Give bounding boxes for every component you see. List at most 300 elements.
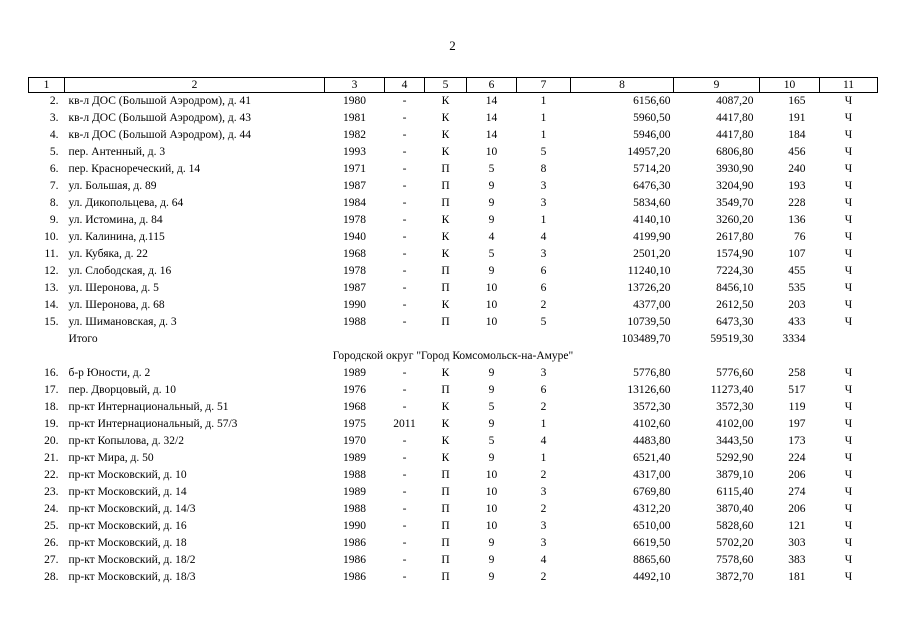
- col11-cell: Ч: [844, 129, 853, 141]
- residents-cell: 228: [788, 197, 806, 209]
- residents-cell: 274: [788, 486, 806, 498]
- residents-cell: 173: [788, 435, 806, 447]
- address-cell: ул. Шеронова, д. 5: [68, 282, 159, 294]
- wall-material-cell: П: [441, 282, 450, 294]
- entrances-cell: 4: [540, 554, 547, 566]
- address-cell: ул. Шимановская, д. 3: [68, 316, 177, 328]
- year-cell: 1976: [343, 384, 366, 396]
- floors-cell: 9: [488, 384, 495, 396]
- column-number: 6: [467, 78, 517, 93]
- residents-cell: 206: [788, 469, 806, 481]
- table-row: [29, 518, 878, 535]
- wall-material-cell: П: [441, 520, 450, 532]
- total-area-sum: 103489,70: [621, 333, 671, 345]
- wall-material-cell: П: [441, 384, 450, 396]
- total-area-cell: 4492,10: [633, 571, 671, 583]
- wall-material-cell: К: [441, 435, 450, 447]
- living-area-cell: 5292,90: [716, 452, 754, 464]
- wall-material-cell: К: [441, 401, 450, 413]
- total-area-cell: 4317,00: [633, 469, 671, 481]
- col11-cell: Ч: [844, 418, 853, 430]
- entrances-cell: 2: [540, 503, 547, 515]
- row-number: 13.: [44, 282, 59, 294]
- entrances-cell: 5: [540, 146, 547, 158]
- residents-cell: 456: [788, 146, 806, 158]
- wall-material-cell: П: [441, 486, 450, 498]
- column-number: 1: [29, 78, 65, 93]
- empty-cell: [425, 331, 467, 348]
- floors-cell: 10: [485, 282, 498, 294]
- year-cell: 1970: [343, 435, 366, 447]
- col11-cell: Ч: [844, 197, 853, 209]
- residents-cell: 165: [788, 95, 806, 107]
- living-area-cell: 5828,60: [716, 520, 754, 532]
- row-number: 3.: [49, 112, 59, 124]
- floors-cell: 4: [488, 231, 495, 243]
- row-number: 8.: [49, 197, 59, 209]
- floors-cell: 14: [485, 112, 498, 124]
- residents-cell: 206: [788, 503, 806, 515]
- entrances-cell: 3: [540, 486, 547, 498]
- wall-material-cell: П: [441, 316, 450, 328]
- address-cell: ул. Большая, д. 89: [68, 180, 157, 192]
- year-cell: 1987: [343, 282, 366, 294]
- total-area-cell: 4199,90: [633, 231, 671, 243]
- address-cell: кв-л ДОС (Большой Аэродром), д. 43: [68, 112, 251, 124]
- row-number: 11.: [44, 248, 59, 260]
- section-title: Городской округ "Город Комсомольск-на-Амуре": [332, 350, 574, 362]
- living-area-cell: 3879,10: [716, 469, 754, 481]
- wall-material-cell: К: [441, 231, 450, 243]
- address-cell: б-р Юности, д. 2: [68, 367, 151, 379]
- living-area-sum: 59519,30: [710, 333, 754, 345]
- address-cell: пер. Красноречеcкий, д. 14: [68, 163, 201, 175]
- residents-cell: 136: [788, 214, 806, 226]
- total-area-cell: 4102,60: [633, 418, 671, 430]
- residents-cell: 121: [788, 520, 806, 532]
- empty-cell: [325, 331, 385, 348]
- section-row: [29, 348, 878, 365]
- floors-cell: 9: [488, 571, 495, 583]
- year-cell: 1990: [343, 299, 366, 311]
- table-row: [29, 178, 878, 195]
- reconstruction-cell: -: [402, 469, 407, 481]
- reconstruction-cell: -: [402, 95, 407, 107]
- living-area-cell: 3443,50: [716, 435, 754, 447]
- living-area-cell: 8456,10: [716, 282, 754, 294]
- total-area-cell: 6619,50: [633, 537, 671, 549]
- living-area-cell: 6115,40: [716, 486, 754, 498]
- address-cell: ул. Дикопольцева, д. 64: [68, 197, 184, 209]
- year-cell: 1990: [343, 520, 366, 532]
- col11-cell: Ч: [844, 401, 853, 413]
- column-number: 11: [820, 78, 878, 93]
- year-cell: 1981: [343, 112, 366, 124]
- floors-cell: 9: [488, 452, 495, 464]
- row-number: 23.: [44, 486, 59, 498]
- col11-cell: Ч: [844, 231, 853, 243]
- wall-material-cell: П: [441, 197, 450, 209]
- reconstruction-cell: -: [402, 282, 407, 294]
- wall-material-cell: К: [441, 418, 450, 430]
- year-cell: 1988: [343, 503, 366, 515]
- floors-cell: 9: [488, 197, 495, 209]
- column-number: 3: [325, 78, 385, 93]
- year-cell: 1993: [343, 146, 366, 158]
- row-number: 20.: [44, 435, 59, 447]
- living-area-cell: 3204,90: [716, 180, 754, 192]
- residents-cell: 107: [788, 248, 806, 260]
- entrances-cell: 2: [540, 469, 547, 481]
- reconstruction-cell: -: [402, 486, 407, 498]
- living-area-cell: 3872,70: [716, 571, 754, 583]
- year-cell: 1968: [343, 248, 366, 260]
- total-area-cell: 6769,80: [633, 486, 671, 498]
- table-row: [29, 297, 878, 314]
- reconstruction-cell: -: [402, 367, 407, 379]
- floors-cell: 10: [485, 146, 498, 158]
- reconstruction-cell: -: [402, 537, 407, 549]
- col11-cell: Ч: [844, 503, 853, 515]
- wall-material-cell: П: [441, 537, 450, 549]
- year-cell: 1988: [343, 469, 366, 481]
- row-number: 21.: [44, 452, 59, 464]
- total-label: Итого: [68, 333, 98, 345]
- reconstruction-cell: -: [402, 163, 407, 175]
- address-cell: пр-кт Копылова, д. 32/2: [68, 435, 184, 447]
- column-number-row: [29, 78, 878, 93]
- entrances-cell: 1: [540, 95, 547, 107]
- wall-material-cell: К: [441, 299, 450, 311]
- address-cell: пр-кт Московский, д. 18/2: [68, 554, 196, 566]
- entrances-cell: 8: [540, 163, 547, 175]
- reconstruction-cell: -: [402, 316, 407, 328]
- year-cell: 1989: [343, 452, 366, 464]
- total-area-cell: 4377,00: [633, 299, 671, 311]
- reconstruction-cell: -: [402, 435, 407, 447]
- living-area-cell: 4102,00: [716, 418, 754, 430]
- year-cell: 1978: [343, 265, 366, 277]
- reconstruction-cell: -: [402, 503, 407, 515]
- year-cell: 1968: [343, 401, 366, 413]
- table-row: [29, 246, 878, 263]
- residents-cell: 76: [794, 231, 806, 243]
- address-cell: пр-кт Мира, д. 50: [68, 452, 154, 464]
- living-area-cell: 6473,30: [716, 316, 754, 328]
- row-number: 18.: [44, 401, 59, 413]
- total-area-cell: 11240,10: [627, 265, 671, 277]
- living-area-cell: 3930,90: [716, 163, 754, 175]
- row-number: 6.: [49, 163, 59, 175]
- entrances-cell: 2: [540, 299, 547, 311]
- total-area-cell: 4483,80: [633, 435, 671, 447]
- col11-cell: Ч: [844, 367, 853, 379]
- residents-sum: 3334: [782, 333, 806, 345]
- living-area-cell: 5776,60: [716, 367, 754, 379]
- total-area-cell: 3572,30: [633, 401, 671, 413]
- total-area-cell: 2501,20: [633, 248, 671, 260]
- wall-material-cell: П: [441, 571, 450, 583]
- table-row: [29, 93, 878, 111]
- table-row: [29, 552, 878, 569]
- total-area-cell: 13726,20: [627, 282, 671, 294]
- living-area-cell: 4417,80: [716, 129, 754, 141]
- col11-cell: Ч: [844, 299, 853, 311]
- row-number: 27.: [44, 554, 59, 566]
- total-area-cell: 5714,20: [633, 163, 671, 175]
- reconstruction-cell: -: [402, 129, 407, 141]
- year-cell: 1987: [343, 180, 366, 192]
- column-number: 2: [65, 78, 325, 93]
- residents-cell: 240: [788, 163, 806, 175]
- total-area-cell: 10739,50: [627, 316, 671, 328]
- living-area-cell: 3572,30: [716, 401, 754, 413]
- table-row: [29, 484, 878, 501]
- table-row: [29, 280, 878, 297]
- total-area-cell: 8865,60: [633, 554, 671, 566]
- floors-cell: 9: [488, 418, 495, 430]
- row-number: 10.: [44, 231, 59, 243]
- wall-material-cell: К: [441, 146, 450, 158]
- address-cell: ул. Кубяка, д. 22: [68, 248, 148, 260]
- row-number: 24.: [44, 503, 59, 515]
- entrances-cell: 2: [540, 571, 547, 583]
- housing-table: [28, 77, 878, 586]
- table-row: [29, 433, 878, 450]
- empty-cell: [517, 331, 571, 348]
- year-cell: 1971: [343, 163, 366, 175]
- total-area-cell: 6476,30: [633, 180, 671, 192]
- col11-cell: Ч: [844, 112, 853, 124]
- residents-cell: 181: [788, 571, 806, 583]
- col11-cell: Ч: [844, 571, 853, 583]
- living-area-cell: 4087,20: [716, 95, 754, 107]
- reconstruction-cell: -: [402, 452, 407, 464]
- table-row: [29, 229, 878, 246]
- table-row: [29, 501, 878, 518]
- living-area-cell: 2617,80: [716, 231, 754, 243]
- residents-cell: 224: [788, 452, 806, 464]
- address-cell: пр-кт Московский, д. 16: [68, 520, 187, 532]
- wall-material-cell: П: [441, 554, 450, 566]
- row-number: 28.: [44, 571, 59, 583]
- floors-cell: 5: [488, 401, 495, 413]
- column-number: 9: [674, 78, 760, 93]
- address-cell: пр-кт Московский, д. 14/3: [68, 503, 196, 515]
- total-area-cell: 13126,60: [627, 384, 671, 396]
- entrances-cell: 5: [540, 316, 547, 328]
- year-cell: 1989: [343, 486, 366, 498]
- total-area-cell: 5960,50: [633, 112, 671, 124]
- entrances-cell: 3: [540, 520, 547, 532]
- wall-material-cell: К: [441, 367, 450, 379]
- table-row: [29, 263, 878, 280]
- entrances-cell: 3: [540, 197, 547, 209]
- wall-material-cell: К: [441, 248, 450, 260]
- table-row: [29, 314, 878, 331]
- table-row: [29, 467, 878, 484]
- residents-cell: 197: [788, 418, 806, 430]
- living-area-cell: 7578,60: [716, 554, 754, 566]
- entrances-cell: 6: [540, 265, 547, 277]
- residents-cell: 517: [788, 384, 806, 396]
- living-area-cell: 6806,80: [716, 146, 754, 158]
- floors-cell: 10: [485, 503, 498, 515]
- floors-cell: 9: [488, 554, 495, 566]
- residents-cell: 433: [788, 316, 806, 328]
- row-number: 5.: [49, 146, 59, 158]
- wall-material-cell: К: [441, 214, 450, 226]
- address-cell: пр-кт Московский, д. 14: [68, 486, 187, 498]
- table-row: [29, 127, 878, 144]
- entrances-cell: 1: [540, 214, 547, 226]
- table-row: [29, 212, 878, 229]
- floors-cell: 10: [485, 316, 498, 328]
- table-row: [29, 110, 878, 127]
- reconstruction-cell: -: [402, 265, 407, 277]
- address-cell: кв-л ДОС (Большой Аэродром), д. 41: [68, 95, 251, 107]
- address-cell: ул. Шеронова, д. 68: [68, 299, 165, 311]
- wall-material-cell: П: [441, 180, 450, 192]
- living-area-cell: 11273,40: [710, 384, 754, 396]
- column-number: 7: [517, 78, 571, 93]
- living-area-cell: 3260,20: [716, 214, 754, 226]
- address-cell: пр-кт Московский, д. 10: [68, 469, 187, 481]
- entrances-cell: 3: [540, 248, 547, 260]
- wall-material-cell: П: [441, 265, 450, 277]
- entrances-cell: 1: [540, 112, 547, 124]
- wall-material-cell: К: [441, 452, 450, 464]
- col11-cell: Ч: [844, 214, 853, 226]
- floors-cell: 9: [488, 367, 495, 379]
- entrances-cell: 1: [540, 418, 547, 430]
- row-number: 7.: [49, 180, 59, 192]
- living-area-cell: 3870,40: [716, 503, 754, 515]
- total-area-cell: 6521,40: [633, 452, 671, 464]
- residents-cell: 383: [788, 554, 806, 566]
- reconstruction-cell: -: [402, 248, 407, 260]
- living-area-cell: 4417,80: [716, 112, 754, 124]
- year-cell: 1978: [343, 214, 366, 226]
- entrances-cell: 4: [540, 435, 547, 447]
- year-cell: 1940: [343, 231, 366, 243]
- col11-cell: Ч: [844, 435, 853, 447]
- entrances-cell: 6: [540, 384, 547, 396]
- total-area-cell: 5776,80: [633, 367, 671, 379]
- row-number: 26.: [44, 537, 59, 549]
- entrances-cell: 6: [540, 282, 547, 294]
- floors-cell: 10: [485, 299, 498, 311]
- reconstruction-cell: -: [402, 146, 407, 158]
- address-cell: ул. Истомина, д. 84: [68, 214, 163, 226]
- year-cell: 1989: [343, 367, 366, 379]
- year-cell: 1984: [343, 197, 366, 209]
- entrances-cell: 4: [540, 231, 547, 243]
- residents-cell: 184: [788, 129, 806, 141]
- row-number: 2.: [49, 95, 59, 107]
- entrances-cell: 3: [540, 537, 547, 549]
- wall-material-cell: П: [441, 503, 450, 515]
- entrances-cell: 3: [540, 180, 547, 192]
- floors-cell: 9: [488, 180, 495, 192]
- page-number: 2: [449, 38, 456, 53]
- floors-cell: 14: [485, 129, 498, 141]
- residents-cell: 455: [788, 265, 806, 277]
- entrances-cell: 3: [540, 367, 547, 379]
- reconstruction-cell: -: [402, 384, 407, 396]
- empty-cell: [820, 331, 878, 348]
- col11-cell: Ч: [844, 520, 853, 532]
- floors-cell: 9: [488, 214, 495, 226]
- table-row: [29, 161, 878, 178]
- wall-material-cell: П: [441, 469, 450, 481]
- column-number: 4: [385, 78, 425, 93]
- row-number: 9.: [49, 214, 59, 226]
- column-number: 10: [760, 78, 820, 93]
- total-area-cell: 6156,60: [633, 95, 671, 107]
- wall-material-cell: К: [441, 112, 450, 124]
- address-cell: пр-кт Московский, д. 18: [68, 537, 187, 549]
- total-area-cell: 5946,00: [633, 129, 671, 141]
- col11-cell: Ч: [844, 554, 853, 566]
- floors-cell: 10: [485, 486, 498, 498]
- empty-cell: [467, 331, 517, 348]
- row-number: 16.: [44, 367, 59, 379]
- year-cell: 1980: [343, 95, 366, 107]
- year-cell: 1986: [343, 571, 366, 583]
- address-cell: пр-кт Московский, д. 18/3: [68, 571, 196, 583]
- living-area-cell: 7224,30: [716, 265, 754, 277]
- table-row: [29, 365, 878, 382]
- address-cell: пер. Дворцовый, д. 10: [68, 384, 177, 396]
- column-number: 8: [571, 78, 674, 93]
- table-body: [29, 78, 878, 587]
- table-row: [29, 450, 878, 467]
- address-cell: ул. Слободская, д. 16: [68, 265, 172, 277]
- reconstruction-cell: -: [402, 401, 407, 413]
- reconstruction-cell: -: [402, 554, 407, 566]
- row-number: 17.: [44, 384, 59, 396]
- row-number: 12.: [44, 265, 59, 277]
- reconstruction-cell: 2011: [393, 418, 416, 430]
- col11-cell: Ч: [844, 248, 853, 260]
- floors-cell: 5: [488, 163, 495, 175]
- table-row: [29, 416, 878, 433]
- total-area-cell: 5834,60: [633, 197, 671, 209]
- living-area-cell: 1574,90: [716, 248, 754, 260]
- col11-cell: Ч: [844, 146, 853, 158]
- address-cell: ул. Калинина, д.115: [68, 231, 165, 243]
- col11-cell: Ч: [844, 469, 853, 481]
- col11-cell: Ч: [844, 163, 853, 175]
- wall-material-cell: К: [441, 129, 450, 141]
- entrances-cell: 2: [540, 401, 547, 413]
- reconstruction-cell: -: [402, 197, 407, 209]
- living-area-cell: 5702,20: [716, 537, 754, 549]
- residents-cell: 119: [788, 401, 806, 413]
- floors-cell: 10: [485, 469, 498, 481]
- reconstruction-cell: -: [402, 180, 407, 192]
- table-row: [29, 144, 878, 161]
- col11-cell: Ч: [844, 537, 853, 549]
- col11-cell: Ч: [844, 265, 853, 277]
- residents-cell: 535: [788, 282, 806, 294]
- year-cell: 1986: [343, 554, 366, 566]
- residents-cell: 203: [788, 299, 806, 311]
- year-cell: 1975: [343, 418, 366, 430]
- empty-cell: [29, 331, 65, 348]
- row-number: 14.: [44, 299, 59, 311]
